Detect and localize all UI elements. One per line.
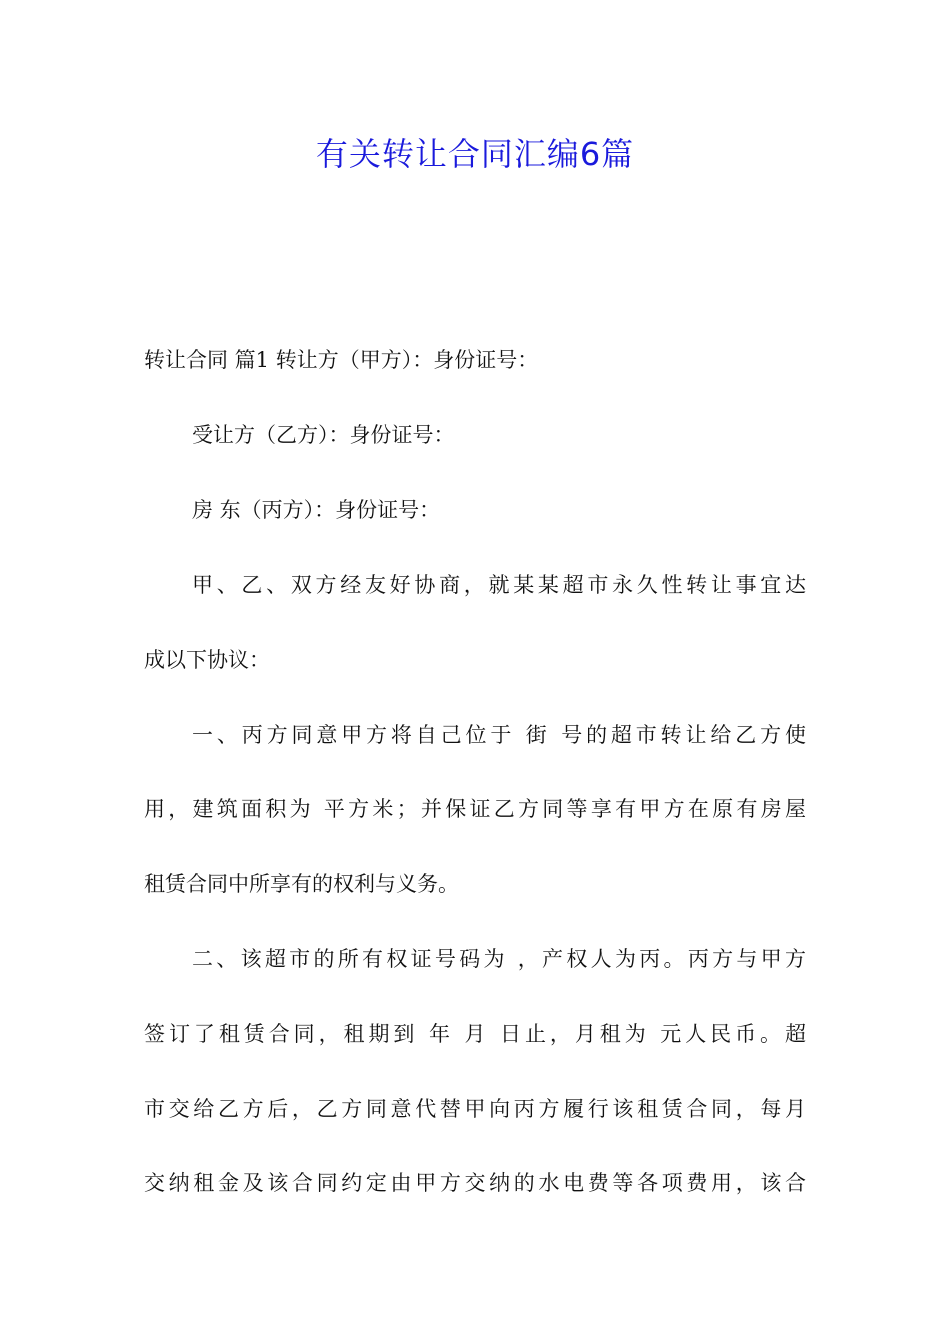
body-line-11: 市交给乙方后，乙方同意代替甲向丙方履行该租赁合同，每月	[144, 1097, 806, 1121]
document-title: 有关转让合同汇编6篇	[315, 135, 635, 173]
body-line-12: 交纳租金及该合同约定由甲方交纳的水电费等各项费用，该合	[144, 1171, 806, 1195]
body-line-8: 租赁合同中所享有的权利与义务。	[144, 872, 459, 896]
body-line-1: 转让合同 篇1 转让方（甲方）：身份证号：	[144, 348, 539, 372]
body-line-10: 签订了租赁合同，租期到 年 月 日止，月租为 元人民币。超	[144, 1022, 806, 1046]
body-line-7: 用，建筑面积为 平方米；并保证乙方同等享有甲方在原有房屋	[144, 797, 806, 821]
body-line-9: 二、该超市的所有权证号码为 ，产权人为丙。丙方与甲方	[192, 947, 806, 971]
body-line-2: 受让方（乙方）：身份证号：	[192, 423, 455, 447]
body-line-5: 成以下协议：	[144, 648, 270, 672]
body-line-6: 一、丙方同意甲方将自己位于 街 号的超市转让给乙方使	[192, 723, 806, 747]
body-line-4: 甲、乙、双方经友好协商，就某某超市永久性转让事宜达	[192, 573, 806, 597]
body-line-3: 房 东（丙方）：身份证号：	[192, 498, 441, 522]
